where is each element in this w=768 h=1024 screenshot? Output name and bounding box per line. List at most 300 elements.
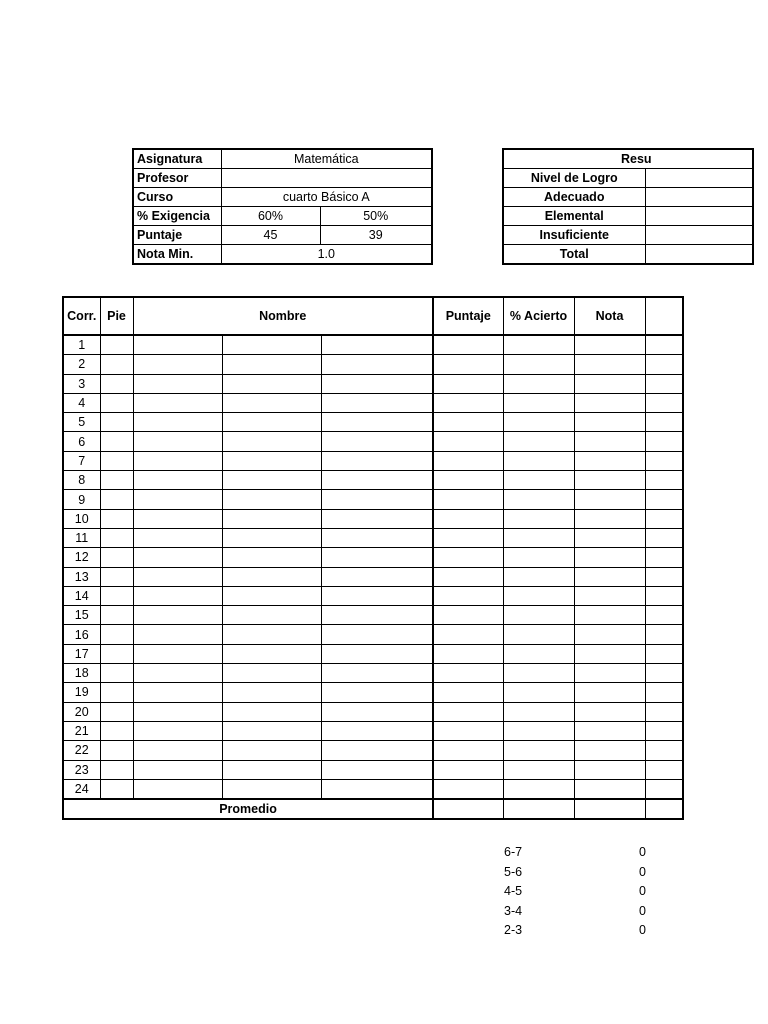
grade-count: 0 [639, 923, 646, 937]
nombre-cell-1[interactable] [133, 393, 222, 412]
nombre-cell-2[interactable] [222, 664, 321, 683]
puntaje-cell[interactable] [433, 702, 503, 721]
nombre-cell-3[interactable] [321, 393, 433, 412]
results-row [503, 188, 753, 207]
pie-cell[interactable] [100, 702, 133, 721]
nombre-cell-1[interactable] [133, 432, 222, 451]
nombre-cell-2[interactable] [222, 760, 321, 779]
nombre-cell-1[interactable] [133, 779, 222, 799]
puntaje-cell[interactable] [433, 606, 503, 625]
nota-cell[interactable] [574, 471, 645, 490]
pie-cell[interactable] [100, 471, 133, 490]
nombre-cell-1[interactable] [133, 606, 222, 625]
roster-footer-row [63, 799, 683, 819]
table-row [63, 702, 683, 721]
results-row [503, 245, 753, 265]
nombre-cell-1[interactable] [133, 490, 222, 509]
info-row-profesor [133, 169, 432, 188]
puntaje-cell[interactable] [433, 625, 503, 644]
grade-count: 0 [639, 845, 646, 859]
nombre-cell-2[interactable] [222, 721, 321, 740]
row-number: 6 [63, 432, 100, 451]
pie-cell[interactable] [100, 760, 133, 779]
pie-cell[interactable] [100, 413, 133, 432]
row-number: 8 [63, 471, 100, 490]
acierto-cell[interactable] [503, 548, 574, 567]
extra-cell[interactable] [645, 779, 683, 799]
promedio-extra [645, 799, 683, 819]
extra-cell[interactable] [645, 490, 683, 509]
pie-cell[interactable] [100, 567, 133, 586]
table-row [63, 548, 683, 567]
puntaje-cell[interactable] [433, 567, 503, 586]
puntaje-cell[interactable] [433, 451, 503, 470]
puntaje-cell[interactable] [433, 374, 503, 393]
nombre-cell-1[interactable] [133, 586, 222, 605]
nombre-cell-3[interactable] [321, 721, 433, 740]
nota-cell[interactable] [574, 490, 645, 509]
acierto-cell[interactable] [503, 741, 574, 760]
acierto-cell[interactable] [503, 335, 574, 355]
extra-cell[interactable] [645, 683, 683, 702]
nombre-cell-2[interactable] [222, 741, 321, 760]
nombre-cell-1[interactable] [133, 413, 222, 432]
nombre-cell-2[interactable] [222, 451, 321, 470]
nombre-cell-1[interactable] [133, 528, 222, 547]
grade-range: 5-6 [504, 864, 523, 879]
pie-cell[interactable] [100, 606, 133, 625]
promedio-puntaje [433, 799, 503, 819]
pie-cell[interactable] [100, 374, 133, 393]
nota-cell[interactable] [574, 644, 645, 663]
acierto-cell[interactable] [503, 471, 574, 490]
table-row [63, 664, 683, 683]
pie-cell[interactable] [100, 644, 133, 663]
extra-cell[interactable] [645, 548, 683, 567]
table-row [63, 355, 683, 374]
nota-cell[interactable] [574, 741, 645, 760]
acierto-cell[interactable] [503, 779, 574, 799]
extra-cell[interactable] [645, 741, 683, 760]
table-row [63, 393, 683, 412]
acierto-cell[interactable] [503, 586, 574, 605]
row-number: 13 [63, 567, 100, 586]
puntaje-cell[interactable] [433, 760, 503, 779]
table-row [63, 528, 683, 547]
asignatura-label: Asignatura [133, 149, 221, 169]
row-number: 5 [63, 413, 100, 432]
student-roster [62, 296, 645, 826]
acierto-cell[interactable] [503, 683, 574, 702]
results-table [502, 148, 754, 265]
nombre-cell-2[interactable] [222, 355, 321, 374]
extra-cell[interactable] [645, 606, 683, 625]
pie-cell[interactable] [100, 355, 133, 374]
nombre-cell-3[interactable] [321, 664, 433, 683]
puntaje-cell[interactable] [433, 393, 503, 412]
nombre-cell-3[interactable] [321, 683, 433, 702]
acierto-cell[interactable] [503, 702, 574, 721]
nombre-cell-1[interactable] [133, 683, 222, 702]
nombre-cell-1[interactable] [133, 702, 222, 721]
distribution-row [504, 843, 646, 863]
nombre-cell-2[interactable] [222, 335, 321, 355]
results-title: Resu [503, 149, 753, 169]
row-number: 4 [63, 393, 100, 412]
nombre-cell-2[interactable] [222, 683, 321, 702]
table-row [63, 509, 683, 528]
extra-cell[interactable] [645, 374, 683, 393]
row-number: 15 [63, 606, 100, 625]
nombre-cell-1[interactable] [133, 355, 222, 374]
nombre-cell-2[interactable] [222, 509, 321, 528]
info-row-asignatura [133, 149, 432, 169]
results-header-row [503, 169, 753, 188]
nombre-cell-1[interactable] [133, 451, 222, 470]
extra-cell[interactable] [645, 760, 683, 779]
roster-header-row [63, 297, 683, 335]
pie-cell[interactable] [100, 721, 133, 740]
row-number: 22 [63, 741, 100, 760]
puntaje-cell[interactable] [433, 644, 503, 663]
nivel-adecuado: Adecuado [503, 188, 645, 207]
nota-cell[interactable] [574, 779, 645, 799]
acierto-cell[interactable] [503, 721, 574, 740]
table-row [63, 374, 683, 393]
puntaje-cell[interactable] [433, 509, 503, 528]
pie-cell[interactable] [100, 393, 133, 412]
extra-cell[interactable] [645, 528, 683, 547]
nombre-cell-2[interactable] [222, 644, 321, 663]
nombre-cell-2[interactable] [222, 702, 321, 721]
extra-cell[interactable] [645, 471, 683, 490]
table-row [63, 644, 683, 663]
acierto-cell[interactable] [503, 413, 574, 432]
results-row [503, 207, 753, 226]
row-number: 17 [63, 644, 100, 663]
nombre-cell-3[interactable] [321, 548, 433, 567]
nombre-cell-3[interactable] [321, 760, 433, 779]
nombre-cell-2[interactable] [222, 528, 321, 547]
nota-cell[interactable] [574, 528, 645, 547]
row-number: 23 [63, 760, 100, 779]
nota-cell[interactable] [574, 586, 645, 605]
curso-label: Curso [133, 188, 221, 207]
pie-cell[interactable] [100, 528, 133, 547]
distribution-row [504, 921, 646, 941]
results-summary [502, 148, 652, 270]
nombre-cell-1[interactable] [133, 644, 222, 663]
puntaje-cell[interactable] [433, 741, 503, 760]
table-row [63, 490, 683, 509]
nombre-cell-2[interactable] [222, 548, 321, 567]
nota-cell[interactable] [574, 664, 645, 683]
extra-cell[interactable] [645, 664, 683, 683]
nivel-total: Total [503, 245, 645, 265]
nota-cell[interactable] [574, 702, 645, 721]
exigencia-value-2[interactable]: 50% [320, 207, 432, 226]
nombre-cell-3[interactable] [321, 586, 433, 605]
row-number: 11 [63, 528, 100, 547]
results-row [503, 226, 753, 245]
acierto-cell[interactable] [503, 355, 574, 374]
nombre-cell-3[interactable] [321, 335, 433, 355]
info-row-puntaje [133, 226, 432, 245]
extra-cell[interactable] [645, 721, 683, 740]
puntaje-cell[interactable] [433, 490, 503, 509]
puntaje-cell[interactable] [433, 413, 503, 432]
extra-cell[interactable] [645, 413, 683, 432]
nota-cell[interactable] [574, 625, 645, 644]
acierto-cell[interactable] [503, 567, 574, 586]
puntaje-label: Puntaje [133, 226, 221, 245]
nombre-cell-1[interactable] [133, 625, 222, 644]
pie-cell[interactable] [100, 683, 133, 702]
puntaje-cell[interactable] [433, 683, 503, 702]
row-number: 10 [63, 509, 100, 528]
exigencia-label: % Exigencia [133, 207, 221, 226]
nota-cell[interactable] [574, 393, 645, 412]
nota-min-value[interactable]: 1.0 [221, 245, 432, 265]
nota-cell[interactable] [574, 606, 645, 625]
asignatura-value[interactable]: Matemática [221, 149, 432, 169]
nombre-cell-3[interactable] [321, 625, 433, 644]
nombre-cell-3[interactable] [321, 567, 433, 586]
puntaje-cell[interactable] [433, 432, 503, 451]
puntaje-cell[interactable] [433, 471, 503, 490]
nombre-cell-2[interactable] [222, 779, 321, 799]
row-number: 20 [63, 702, 100, 721]
nombre-cell-1[interactable] [133, 664, 222, 683]
nota-cell[interactable] [574, 355, 645, 374]
nombre-cell-1[interactable] [133, 471, 222, 490]
row-number: 3 [63, 374, 100, 393]
nombre-cell-3[interactable] [321, 355, 433, 374]
col-nombre-header: Nombre [133, 297, 433, 335]
nombre-cell-2[interactable] [222, 471, 321, 490]
nombre-cell-1[interactable] [133, 509, 222, 528]
grade-count: 0 [639, 884, 646, 898]
col-puntaje-header: Puntaje [433, 297, 503, 335]
nombre-cell-3[interactable] [321, 490, 433, 509]
acierto-cell[interactable] [503, 490, 574, 509]
row-number: 2 [63, 355, 100, 374]
extra-cell[interactable] [645, 393, 683, 412]
nombre-cell-3[interactable] [321, 413, 433, 432]
nombre-cell-1[interactable] [133, 760, 222, 779]
table-row [63, 760, 683, 779]
row-number: 9 [63, 490, 100, 509]
nombre-cell-1[interactable] [133, 741, 222, 760]
nombre-cell-2[interactable] [222, 625, 321, 644]
promedio-nota [574, 799, 645, 819]
nombre-cell-1[interactable] [133, 567, 222, 586]
col-nota-header: Nota [574, 297, 645, 335]
extra-cell[interactable] [645, 702, 683, 721]
extra-cell[interactable] [645, 432, 683, 451]
table-row [63, 413, 683, 432]
puntaje-cell[interactable] [433, 548, 503, 567]
nota-cell[interactable] [574, 374, 645, 393]
course-info-table [132, 148, 433, 265]
row-number: 18 [63, 664, 100, 683]
pie-cell[interactable] [100, 548, 133, 567]
nota-cell[interactable] [574, 760, 645, 779]
grade-range: 3-4 [504, 903, 523, 918]
profesor-value[interactable] [221, 169, 432, 188]
pie-cell[interactable] [100, 625, 133, 644]
nombre-cell-1[interactable] [133, 374, 222, 393]
acierto-cell[interactable] [503, 374, 574, 393]
info-row-exigencia [133, 207, 432, 226]
promedio-label: Promedio [63, 799, 433, 819]
grade-count: 0 [639, 864, 646, 879]
acierto-cell[interactable] [503, 393, 574, 412]
nombre-cell-3[interactable] [321, 471, 433, 490]
nota-cell[interactable] [574, 721, 645, 740]
distribution-row [504, 863, 646, 883]
nombre-cell-2[interactable] [222, 432, 321, 451]
puntaje-cell[interactable] [433, 721, 503, 740]
pie-cell[interactable] [100, 432, 133, 451]
puntaje-cell[interactable] [433, 528, 503, 547]
nombre-cell-2[interactable] [222, 393, 321, 412]
table-row [63, 451, 683, 470]
table-row [63, 779, 683, 799]
nombre-cell-3[interactable] [321, 528, 433, 547]
nombre-cell-3[interactable] [321, 779, 433, 799]
table-row [63, 721, 683, 740]
nota-cell[interactable] [574, 683, 645, 702]
grade-range: 6-7 [504, 845, 523, 859]
curso-value[interactable]: cuarto Básico A [221, 188, 432, 207]
extra-cell[interactable] [645, 335, 683, 355]
acierto-cell[interactable] [503, 644, 574, 663]
puntaje-cell[interactable] [433, 355, 503, 374]
puntaje-value-1[interactable]: 45 [221, 226, 320, 245]
row-number: 24 [63, 779, 100, 799]
nombre-cell-3[interactable] [321, 432, 433, 451]
nombre-cell-2[interactable] [222, 374, 321, 393]
table-row [63, 335, 683, 355]
nombre-cell-3[interactable] [321, 451, 433, 470]
nombre-cell-3[interactable] [321, 374, 433, 393]
puntaje-value-2[interactable]: 39 [320, 226, 432, 245]
nota-cell[interactable] [574, 567, 645, 586]
table-row [63, 606, 683, 625]
acierto-cell[interactable] [503, 528, 574, 547]
row-number: 14 [63, 586, 100, 605]
pie-cell[interactable] [100, 335, 133, 355]
nota-cell[interactable] [574, 509, 645, 528]
nota-min-label: Nota Min. [133, 245, 221, 265]
nombre-cell-1[interactable] [133, 335, 222, 355]
nombre-cell-2[interactable] [222, 567, 321, 586]
acierto-cell[interactable] [503, 451, 574, 470]
pie-cell[interactable] [100, 490, 133, 509]
nombre-cell-1[interactable] [133, 721, 222, 740]
extra-cell[interactable] [645, 586, 683, 605]
puntaje-cell[interactable] [433, 664, 503, 683]
pie-cell[interactable] [100, 664, 133, 683]
nota-cell[interactable] [574, 413, 645, 432]
acierto-cell[interactable] [503, 664, 574, 683]
nota-cell[interactable] [574, 335, 645, 355]
grade-range: 2-3 [504, 923, 523, 937]
acierto-cell[interactable] [503, 509, 574, 528]
nombre-cell-1[interactable] [133, 548, 222, 567]
nombre-cell-2[interactable] [222, 606, 321, 625]
puntaje-cell[interactable] [433, 335, 503, 355]
extra-cell[interactable] [645, 451, 683, 470]
col-corr-header: Corr. [63, 297, 100, 335]
extra-cell[interactable] [645, 644, 683, 663]
nombre-cell-3[interactable] [321, 741, 433, 760]
row-number: 12 [63, 548, 100, 567]
acierto-cell[interactable] [503, 760, 574, 779]
acierto-cell[interactable] [503, 606, 574, 625]
distribution-row [504, 882, 646, 902]
row-number: 21 [63, 721, 100, 740]
nivel-insuficiente: Insuficiente [503, 226, 645, 245]
nivel-elemental: Elemental [503, 207, 645, 226]
pie-cell[interactable] [100, 741, 133, 760]
row-number: 19 [63, 683, 100, 702]
extra-cell[interactable] [645, 355, 683, 374]
nota-cell[interactable] [574, 548, 645, 567]
nombre-cell-3[interactable] [321, 644, 433, 663]
nota-cell[interactable] [574, 451, 645, 470]
acierto-cell[interactable] [503, 432, 574, 451]
puntaje-cell[interactable] [433, 779, 503, 799]
pie-cell[interactable] [100, 451, 133, 470]
grade-distribution [504, 843, 646, 941]
nombre-cell-2[interactable] [222, 490, 321, 509]
nombre-cell-3[interactable] [321, 702, 433, 721]
table-row [63, 567, 683, 586]
nota-cell[interactable] [574, 432, 645, 451]
col-pie-header: Pie [100, 297, 133, 335]
pie-cell[interactable] [100, 779, 133, 799]
row-number: 7 [63, 451, 100, 470]
extra-cell[interactable] [645, 625, 683, 644]
nombre-cell-3[interactable] [321, 606, 433, 625]
table-row [63, 432, 683, 451]
acierto-cell[interactable] [503, 625, 574, 644]
row-number: 1 [63, 335, 100, 355]
table-row [63, 471, 683, 490]
extra-cell[interactable] [645, 567, 683, 586]
nombre-cell-2[interactable] [222, 586, 321, 605]
puntaje-cell[interactable] [433, 586, 503, 605]
table-row [63, 586, 683, 605]
nivel-de-logro-header: Nivel de Logro [503, 169, 645, 188]
info-row-curso [133, 188, 432, 207]
profesor-label: Profesor [133, 169, 221, 188]
pie-cell[interactable] [100, 586, 133, 605]
extra-cell[interactable] [645, 509, 683, 528]
exigencia-value-1[interactable]: 60% [221, 207, 320, 226]
grade-range: 4-5 [504, 884, 523, 898]
row-number: 16 [63, 625, 100, 644]
nombre-cell-3[interactable] [321, 509, 433, 528]
info-row-nota-min [133, 245, 432, 265]
nombre-cell-2[interactable] [222, 413, 321, 432]
results-title-row [503, 149, 753, 169]
table-row [63, 625, 683, 644]
pie-cell[interactable] [100, 509, 133, 528]
distribution-row [504, 902, 646, 922]
